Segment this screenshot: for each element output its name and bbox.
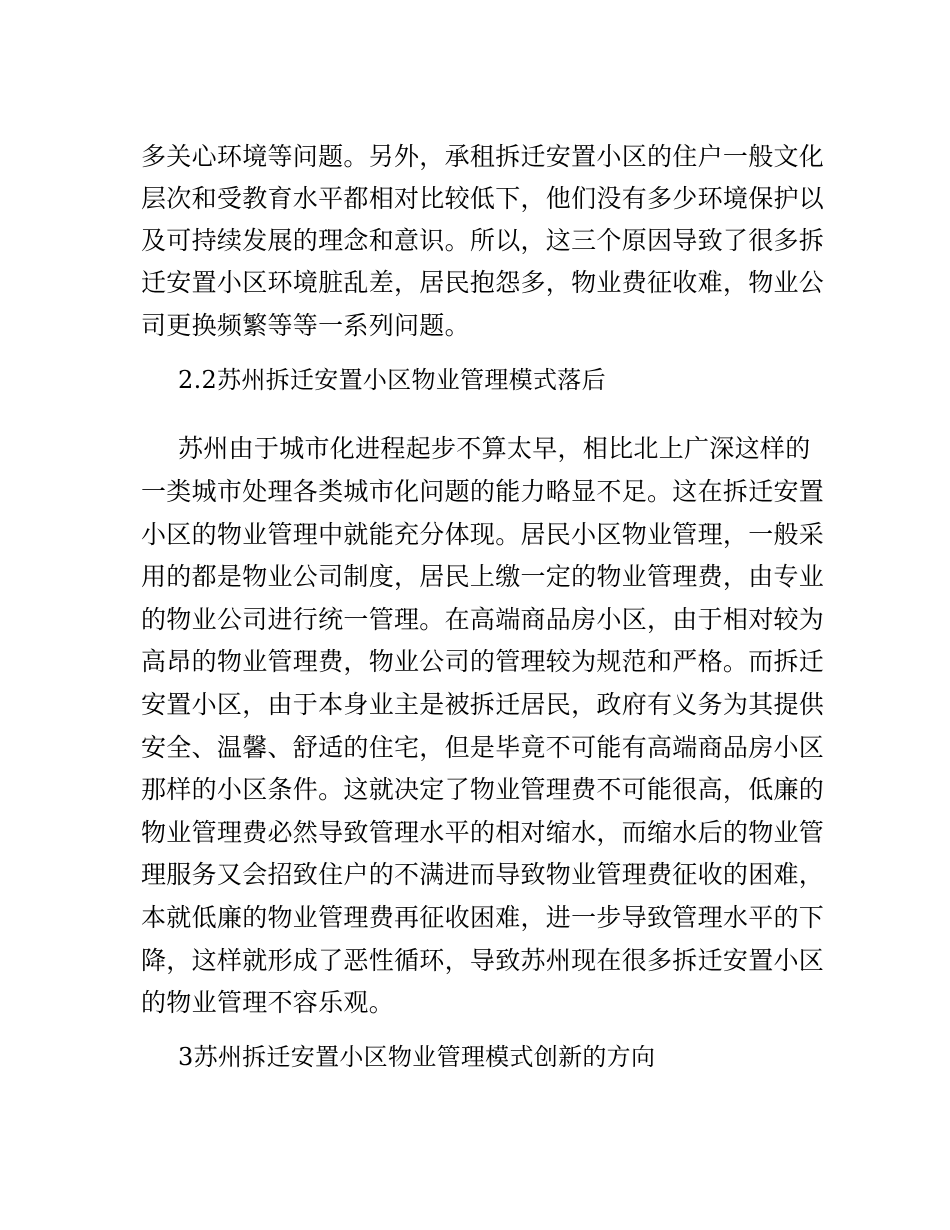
text-line: 及可持续发展的理念和意识。所以，这三个原因导致了很多拆 xyxy=(141,226,825,255)
section-heading-2-2: 2.2苏州拆迁安置小区物业管理模式落后 xyxy=(178,366,606,394)
text-line: 本就低廉的物业管理费再征收困难，进一步导致管理水平的下 xyxy=(141,903,825,932)
text-line: 苏州由于城市化进程起步不算太早，相比北上广深这样的 xyxy=(178,434,811,463)
text-line: 安全、温馨、舒适的住宅，但是毕竟不可能有高端商品房小区 xyxy=(141,733,825,762)
text-line: 的物业管理不容乐观。 xyxy=(141,988,395,1017)
section-heading-3: 3苏州拆迁安置小区物业管理模式创新的方向 xyxy=(178,1043,656,1071)
text-line: 一类城市处理各类城市化问题的能力略显不足。这在拆迁安置 xyxy=(141,477,825,506)
text-line: 多关心环境等问题。另外，承租拆迁安置小区的住户一般文化 xyxy=(141,142,825,171)
text-line: 那样的小区条件。这就决定了物业管理费不可能很高，低廉的 xyxy=(141,775,825,804)
text-line: 用的都是物业公司制度，居民上缴一定的物业管理费，由专业 xyxy=(141,562,825,591)
text-line: 小区的物业管理中就能充分体现。居民小区物业管理，一般采 xyxy=(141,520,825,549)
text-line: 层次和受教育水平都相对比较低下，他们没有多少环境保护以 xyxy=(141,184,825,213)
text-line: 高昂的物业管理费，物业公司的管理较为规范和严格。而拆迁 xyxy=(141,647,825,676)
text-line: 的物业公司进行统一管理。在高端商品房小区，由于相对较为 xyxy=(141,605,825,634)
text-line: 司更换频繁等等一系列问题。 xyxy=(141,311,470,340)
text-line: 理服务又会招致住户的不满进而导致物业管理费征收的困难， xyxy=(141,860,825,889)
text-line: 安置小区，由于本身业主是被拆迁居民，政府有义务为其提供 xyxy=(141,690,825,719)
text-line: 物业管理费必然导致管理水平的相对缩水，而缩水后的物业管 xyxy=(141,818,825,847)
text-line: 降，这样就形成了恶性循环，导致苏州现在很多拆迁安置小区 xyxy=(141,946,825,975)
text-line: 迁安置小区环境脏乱差，居民抱怨多，物业费征收难，物业公 xyxy=(141,268,825,297)
